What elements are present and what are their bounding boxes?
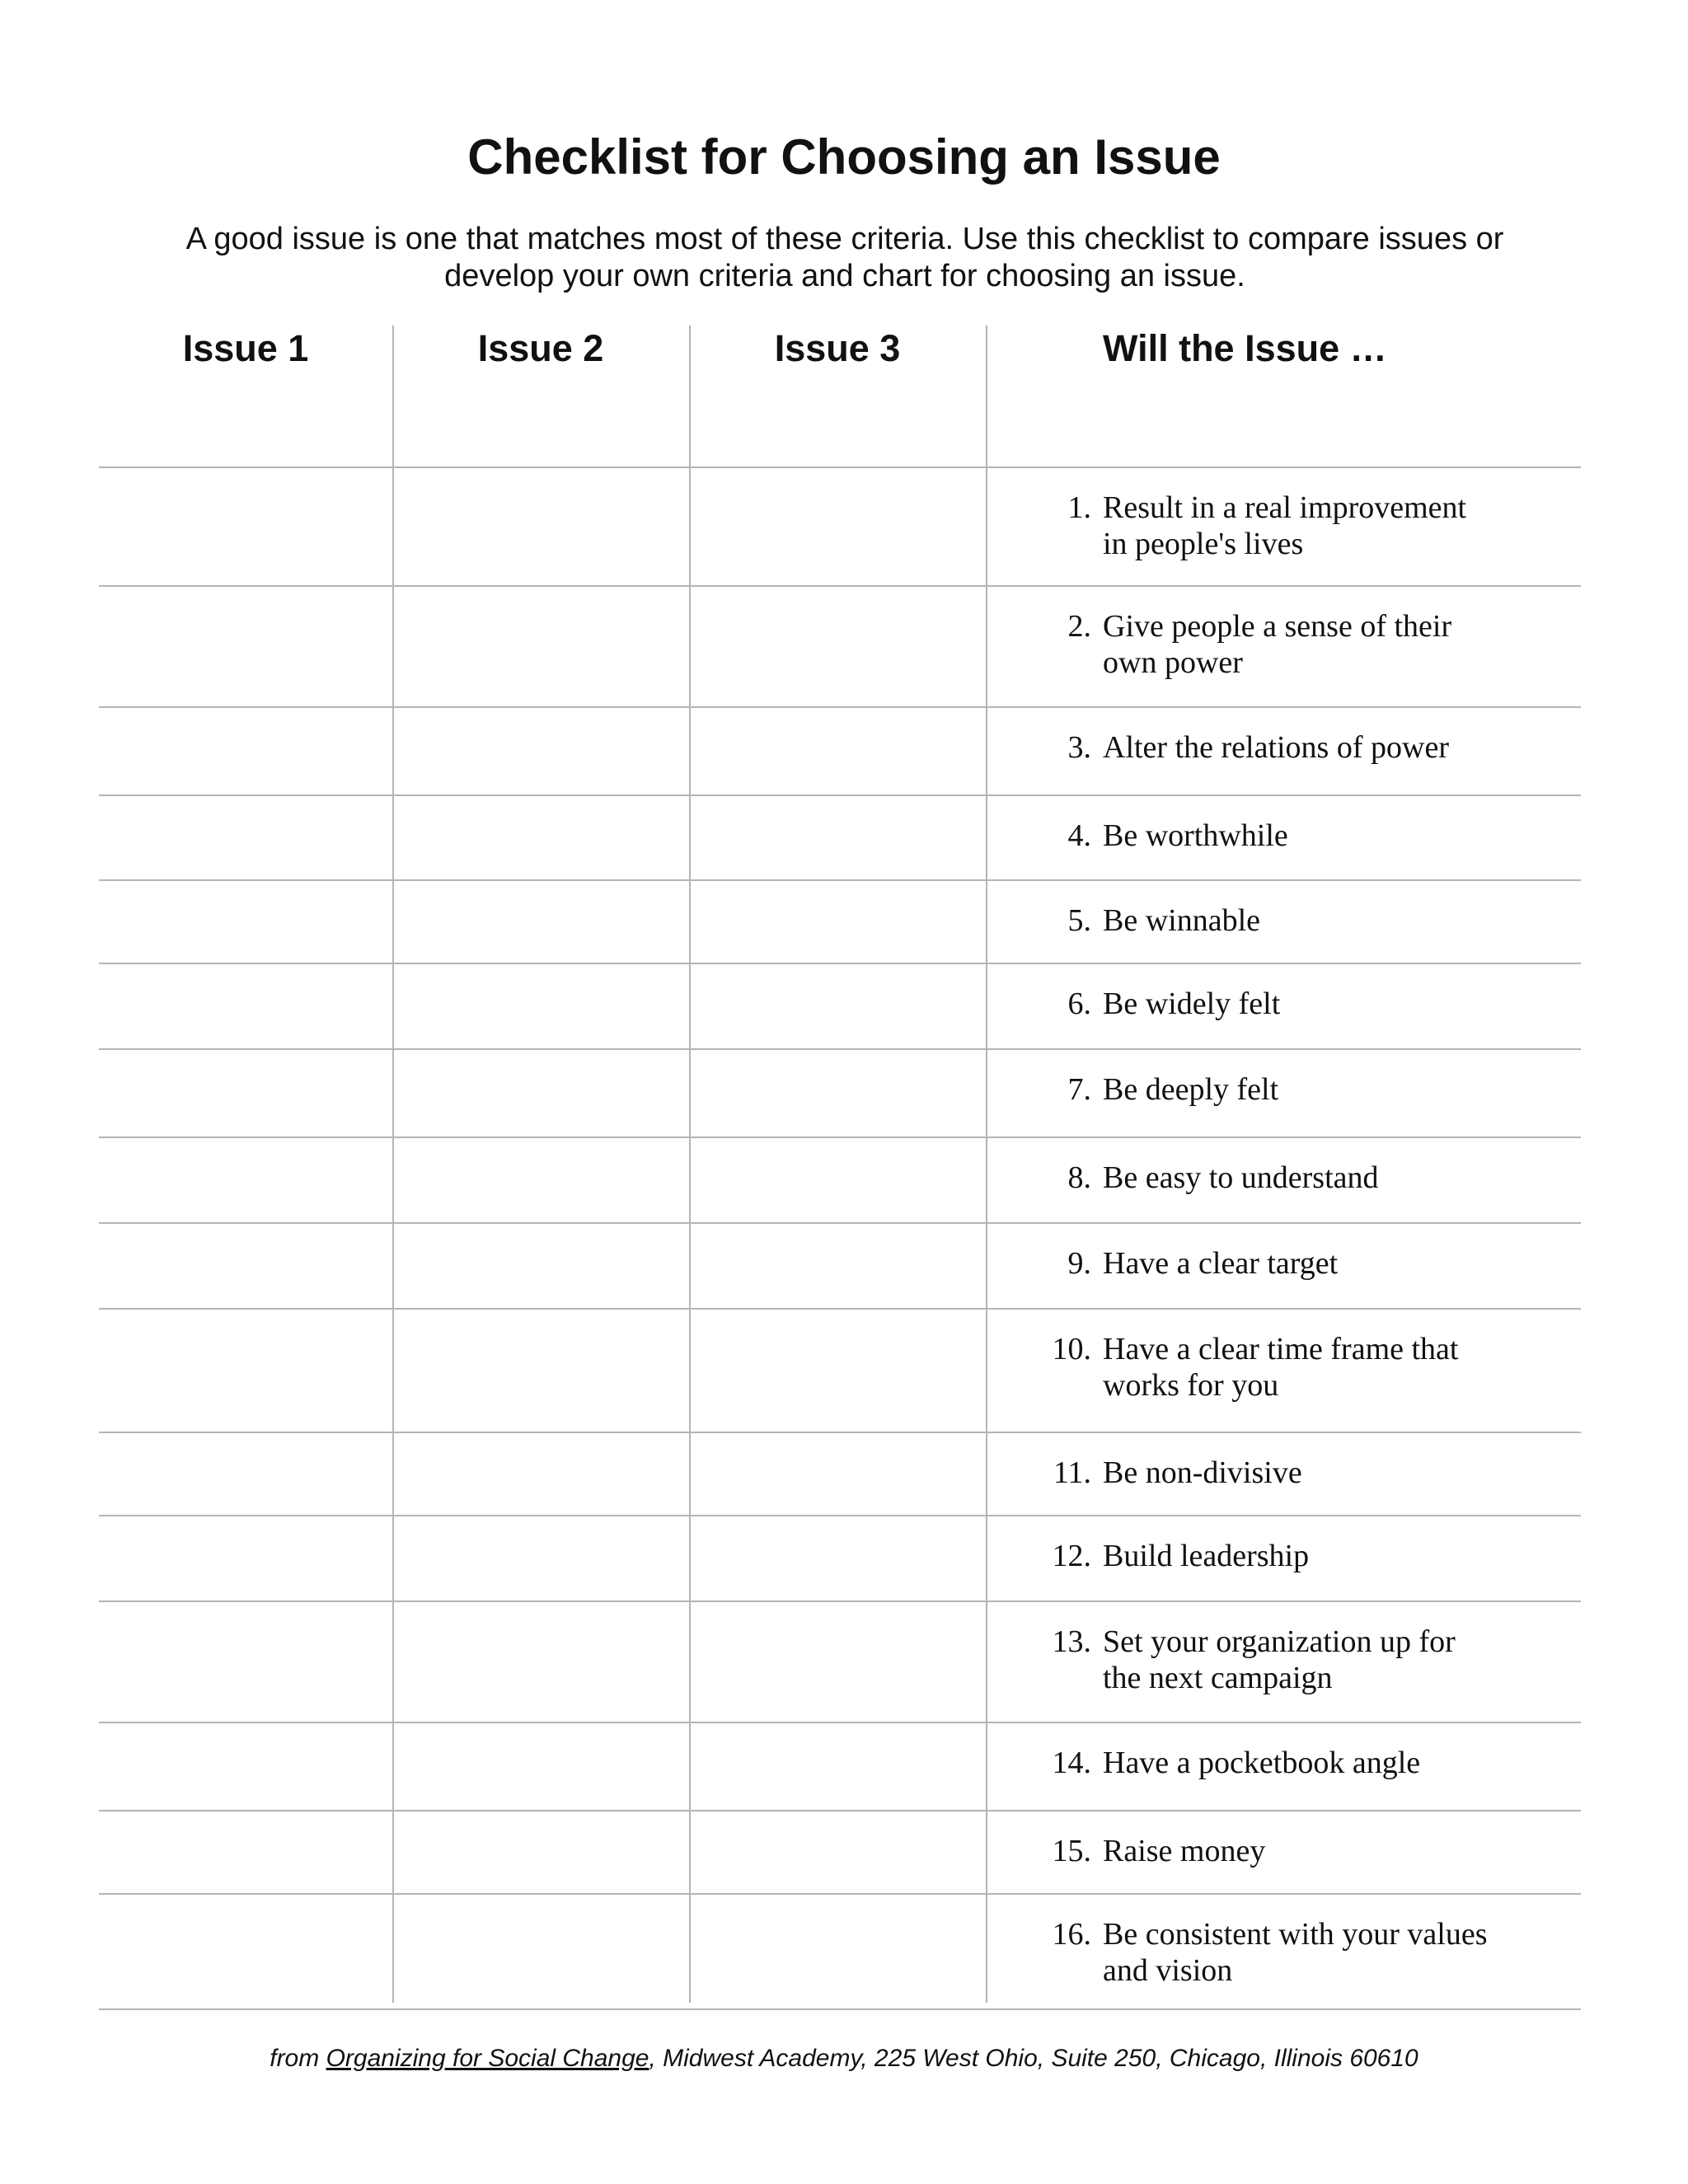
issue-1-cell[interactable] [99,964,392,1048]
issue-1-cell[interactable] [99,1811,392,1893]
criterion-number: 9. [1067,1246,1091,1281]
column-header-issue-1: Issue 1 [182,327,309,369]
criterion-text: Set your organization up for the next campaign [1103,1624,1456,1695]
intro-text [124,221,1566,295]
issue-3-cell[interactable] [689,1433,986,1515]
column-header-criteria: Will the Issue … [1103,327,1387,369]
checklist-row [99,468,1581,587]
issue-3-cell[interactable] [689,1310,986,1432]
criterion-text: Be winnable [1103,903,1261,938]
criterion-text: Be widely felt [1103,987,1281,1021]
issue-1-cell[interactable] [99,1723,392,1810]
issue-1-cell[interactable] [99,468,392,585]
criterion-text: Raise money [1103,1834,1266,1868]
criterion-text: Be deeply felt [1103,1072,1279,1107]
column-header-issue-2: Issue 2 [477,327,604,369]
checklist-row [99,1516,1581,1602]
checklist-row [99,708,1581,796]
issue-2-cell[interactable] [392,1224,689,1308]
issue-2-cell[interactable] [392,1602,689,1722]
criterion-text: Have a pocketbook angle [1103,1746,1421,1780]
criterion-number: 13. [1052,1624,1091,1659]
checklist-row [99,587,1581,708]
issue-3-cell[interactable] [689,1138,986,1222]
issue-1-cell[interactable] [99,1310,392,1432]
issue-1-cell[interactable] [99,587,392,706]
checklist-row [99,1723,1581,1811]
issue-2-cell[interactable] [392,1516,689,1601]
issue-3-cell[interactable] [689,1602,986,1722]
issue-1-cell[interactable] [99,1224,392,1308]
criterion-number: 15. [1052,1834,1091,1868]
issue-2-cell[interactable] [392,708,689,794]
issue-2-cell[interactable] [392,796,689,879]
issue-1-cell[interactable] [99,1895,392,2008]
intro-line-2: develop your own criteria and chart for choosing an issue. [444,259,1245,293]
issue-3-cell[interactable] [689,708,986,794]
issue-1-cell[interactable] [99,1050,392,1137]
issue-2-cell[interactable] [392,1433,689,1515]
issue-3-cell[interactable] [689,1050,986,1137]
issue-2-cell[interactable] [392,468,689,585]
criterion-number: 6. [1067,987,1091,1021]
criterion-number: 1. [1067,490,1091,525]
criterion-text: Build leadership [1103,1539,1310,1573]
citation-address: , Midwest Academy, 225 West Ohio, Suite 250, Chicago, Illinois 60610 [649,2045,1418,2072]
issue-2-cell[interactable] [392,1138,689,1222]
criterion-number: 11. [1053,1455,1091,1490]
issue-3-cell[interactable] [689,964,986,1048]
criterion-text: Result in a real improvement in people's lives [1103,490,1467,561]
criterion-text: Alter the relations of power [1103,730,1449,765]
criterion-number: 12. [1052,1539,1091,1573]
issue-3-cell[interactable] [689,881,986,963]
issue-1-cell[interactable] [99,1138,392,1222]
issue-3-cell[interactable] [689,1516,986,1601]
criterion-number: 14. [1052,1746,1091,1780]
issue-3-cell[interactable] [689,1224,986,1308]
issue-3-cell[interactable] [689,1811,986,1893]
issue-1-cell[interactable] [99,881,392,963]
checklist-row [99,1138,1581,1224]
issue-1-cell[interactable] [99,1602,392,1722]
criterion-number: 5. [1067,903,1091,938]
checklist-row [99,964,1581,1050]
issue-3-cell[interactable] [689,1723,986,1810]
checklist-row [99,1224,1581,1310]
issue-2-cell[interactable] [392,1811,689,1893]
issue-1-cell[interactable] [99,1433,392,1515]
criterion-number: 10. [1052,1332,1091,1366]
criterion-number: 3. [1067,730,1091,765]
criterion-number: 8. [1067,1160,1091,1195]
issue-2-cell[interactable] [392,1895,689,2008]
issue-3-cell[interactable] [689,796,986,879]
issue-2-cell[interactable] [392,1310,689,1432]
issue-1-cell[interactable] [99,1516,392,1601]
criterion-number: 2. [1067,609,1091,644]
issue-2-cell[interactable] [392,964,689,1048]
criterion-text: Have a clear time frame that works for you [1103,1332,1459,1403]
page-title: Checklist for Choosing an Issue [467,129,1221,185]
issue-2-cell[interactable] [392,1050,689,1137]
checklist-row [99,1310,1581,1433]
issue-2-cell[interactable] [392,587,689,706]
issue-1-cell[interactable] [99,708,392,794]
issue-1-cell[interactable] [99,796,392,879]
citation-prefix: from [270,2045,326,2072]
criterion-text: Have a clear target [1103,1246,1339,1281]
checklist-row [99,1050,1581,1138]
issue-2-cell[interactable] [392,1723,689,1810]
criterion-number: 7. [1067,1072,1091,1107]
criterion-text: Be non-divisive [1103,1455,1302,1490]
intro-line-1: A good issue is one that matches most of these criteria. Use this checklist to compare issues or [185,222,1504,256]
criterion-text: Be consistent with your values and vision [1103,1917,1488,1988]
criterion-number: 4. [1067,818,1091,853]
criterion-number: 16. [1052,1917,1091,1952]
checklist-row [99,1895,1581,2010]
issue-3-cell[interactable] [689,468,986,585]
checklist-row [99,881,1581,964]
criterion-text: Be worthwhile [1103,818,1288,853]
source-citation [0,2042,1688,2075]
book-title: Organizing for Social Change [326,2045,649,2072]
column-header-issue-3: Issue 3 [774,327,901,369]
checklist-row [99,1433,1581,1516]
issue-3-cell[interactable] [689,1895,986,2008]
checklist-row [99,1602,1581,1723]
issue-3-cell[interactable] [689,587,986,706]
checklist-row [99,1811,1581,1895]
issue-2-cell[interactable] [392,881,689,963]
checklist-row [99,796,1581,881]
criterion-text: Give people a sense of their own power [1103,609,1452,680]
criterion-text: Be easy to understand [1103,1160,1379,1195]
checklist-table [99,466,1581,2010]
